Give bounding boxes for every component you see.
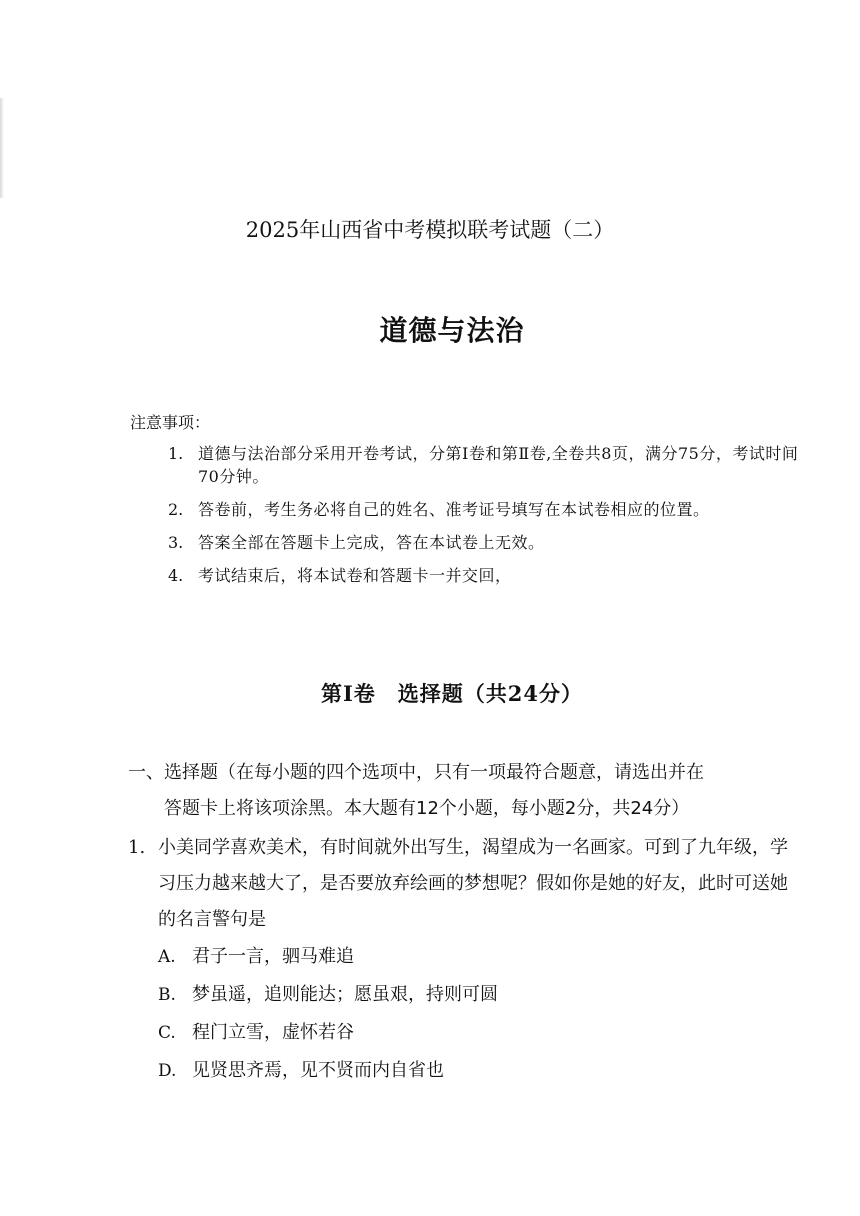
question-1 (128, 830, 788, 1090)
notice-item-number: 2. (168, 500, 184, 519)
section-title: 第Ⅰ卷 选择题（共24分） (320, 681, 584, 706)
notice-item (168, 564, 808, 587)
option-d (158, 1052, 788, 1090)
notice-list (168, 442, 808, 597)
notice-item (168, 498, 808, 521)
notice-item-number: 3. (168, 533, 184, 552)
notice-item-number: 1. (168, 444, 184, 463)
option-list (158, 938, 788, 1090)
question-number: 1. (128, 837, 146, 858)
option-letter: D. (158, 1061, 177, 1081)
notice-heading: 注意事项： (130, 413, 211, 432)
notice-item (168, 442, 808, 488)
question-stem (128, 830, 788, 938)
subject-title: 道德与法治 (379, 314, 525, 347)
part-heading-line-1: 一、选择题（在每小题的四个选项中，只有一项最符合题意，请选出并在 (128, 762, 704, 783)
exam-title: 2025年山西省中考模拟联考试题（二） (245, 218, 615, 242)
option-letter: A. (158, 947, 176, 967)
notice-item-number: 4. (168, 566, 184, 585)
option-text: 梦虽遥，追则能达；愿虽艰，持则可圆 (192, 984, 498, 1005)
option-a (158, 938, 788, 976)
option-letter: C. (158, 1023, 176, 1043)
notice-item-text: 答卷前，考生务必将自己的姓名、准考证号填写在本试卷相应的位置。 (198, 500, 710, 519)
option-text: 程门立雪，虚怀若谷 (192, 1022, 354, 1043)
option-text: 君子一言，驷马难追 (192, 946, 354, 967)
notice-item (168, 531, 808, 554)
notice-item-text: 答案全部在答题卡上完成，答在本试卷上无效。 (198, 533, 545, 552)
option-c (158, 1014, 788, 1052)
question-text: 小美同学喜欢美术，有时间就外出写生，渴望成为一名画家。可到了九年级，学习压力越来越大了，是否要放弃绘画的梦想呢？假如你是她的好友，此时可送她的名言警句是 (158, 837, 788, 930)
scan-edge-shadow (0, 98, 4, 198)
notice-item-text: 考试结束后，将本试卷和答题卡一并交回， (198, 566, 512, 585)
option-letter: B. (158, 985, 176, 1005)
part-heading (128, 755, 788, 827)
option-b (158, 976, 788, 1014)
notice-item-text: 道德与法治部分采用开卷考试，分第Ⅰ卷和第Ⅱ卷,全卷共8页，满分75分，考试时间70分钟。 (198, 444, 799, 486)
part-heading-line-2: 答题卡上将该项涂黑。本大题有12个小题，每小题2分，共24分） (164, 798, 690, 819)
option-text: 见贤思齐焉，见不贤而内自省也 (192, 1060, 444, 1081)
